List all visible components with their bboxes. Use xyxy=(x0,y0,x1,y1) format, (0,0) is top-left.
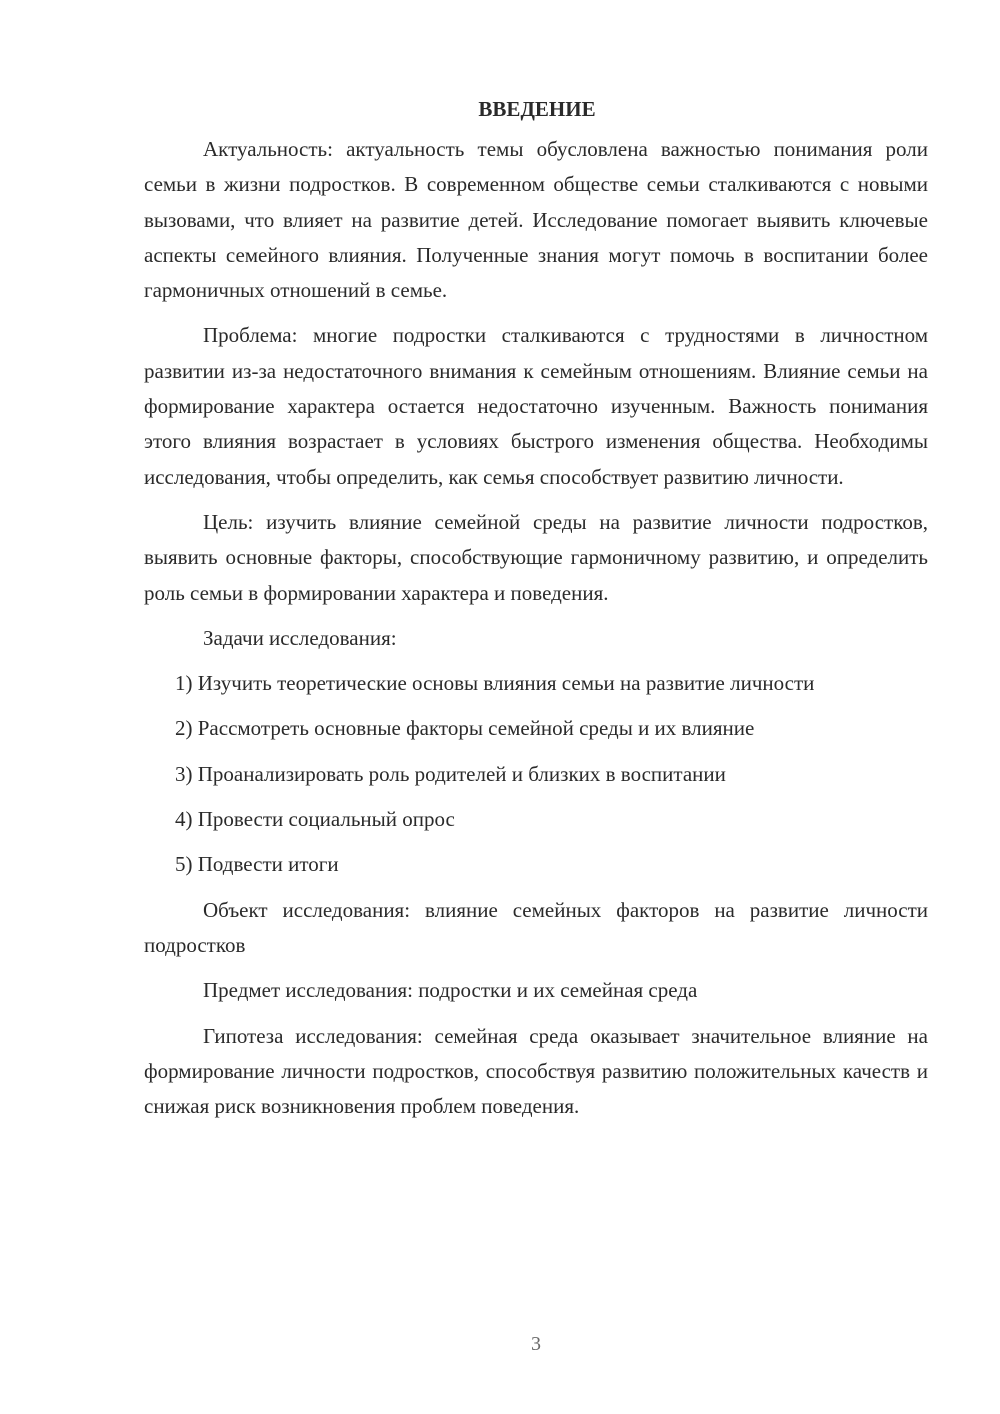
hypothesis-paragraph: Гипотеза исследования: семейная среда оказывает значительное влияние на формирование личности подростков, способствуя развитию положительных качеств и снижая риск возникновения проблем поведения. xyxy=(144,1023,928,1119)
tasks-heading: Задачи исследования: xyxy=(203,625,397,650)
problem-paragraph: Проблема: многие подростки сталкиваются с трудностями в личностном развитии из-за недостаточного внимания к семейным отношениям. Влияние семьи на формирование характера остается недостаточно изученным. Важность понимания этого влияния возрастает в условиях быстрого изменения общества. Необходимы исследования, чтобы определить, как семья способствует развитию личности. xyxy=(144,323,928,489)
task-item-5: 5) Подвести итоги xyxy=(175,852,339,877)
task-item-4: 4) Провести социальный опрос xyxy=(175,807,455,832)
page-content xyxy=(144,92,928,1134)
goal-paragraph: Цель: изучить влияние семейной среды на развитие личности подростков, выявить основные факторы, способствующие гармоничному развитию, и определить роль семьи в формировании характера и поведения. xyxy=(144,509,928,605)
subject-paragraph: Предмет исследования: подростки и их семейная среда xyxy=(203,978,698,1003)
page-title: ВВЕДЕНИЕ xyxy=(478,97,596,121)
page-number: 3 xyxy=(531,1333,541,1355)
relevance-paragraph: Актуальность: актуальность темы обусловлена важностью понимания роли семьи в жизни подростков. В современном обществе семьи сталкиваются с новыми вызовами, что влияет на развитие детей. Исследование помогает выявить ключевые аспекты семейного влияния. Полученные знания могут помочь в воспитании более гармоничных отношений в семье. xyxy=(144,137,928,303)
object-paragraph: Объект исследования: влияние семейных факторов на развитие личности подростков xyxy=(144,897,928,957)
task-item-1: 1) Изучить теоретические основы влияния семьи на развитие личности xyxy=(175,671,815,696)
task-item-3: 3) Проанализировать роль родителей и близких в воспитании xyxy=(175,761,726,786)
task-item-2: 2) Рассмотреть основные факторы семейной среды и их влияние xyxy=(175,716,755,741)
